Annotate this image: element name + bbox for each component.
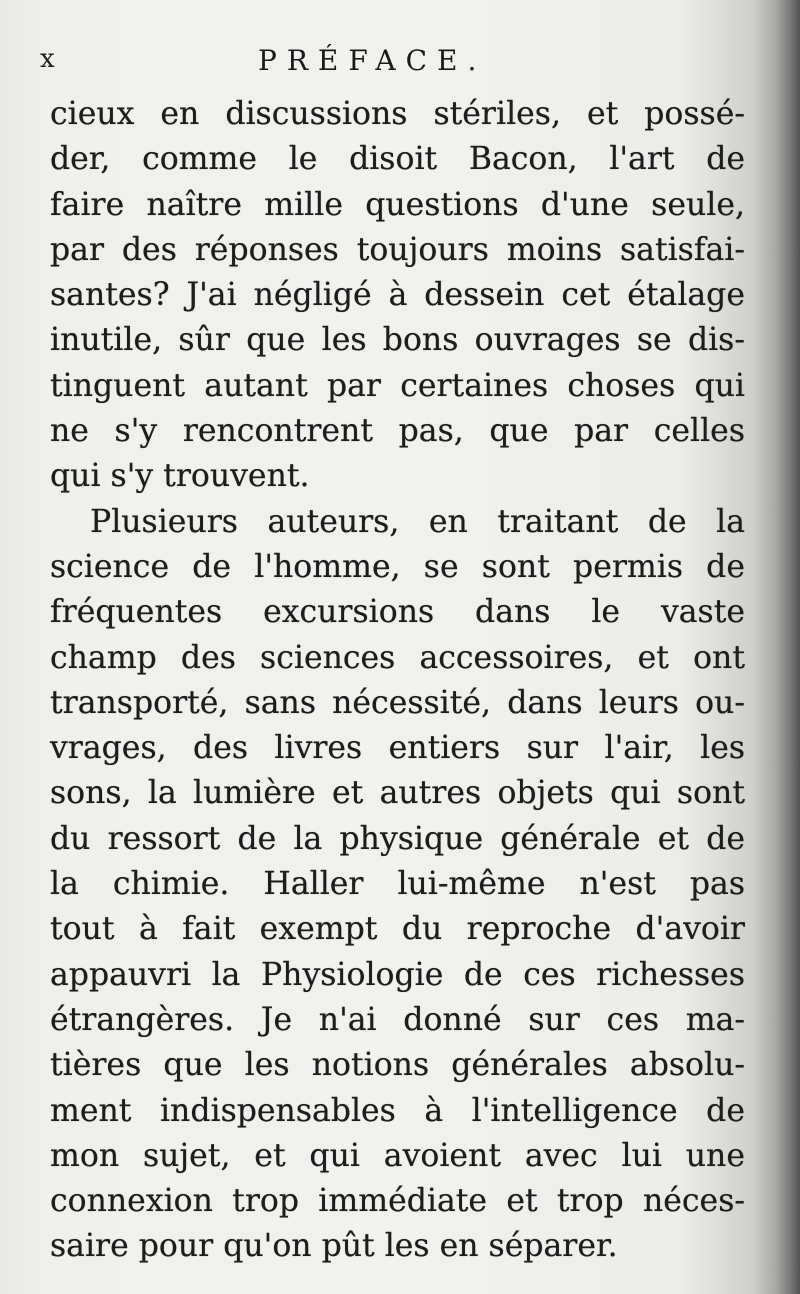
page-header	[40, 44, 760, 84]
page-number: x	[40, 44, 55, 74]
text-line: science de l'homme, se sont permis de	[50, 548, 745, 585]
text-line: mon sujet, et qui avoient avec lui une	[50, 1137, 745, 1174]
text-line: qui s'y trouvent.	[50, 458, 310, 495]
text-line: tinguent autant par certaines choses qui	[50, 367, 745, 404]
text-line: saire pour qu'on pût les en séparer.	[50, 1228, 618, 1265]
text-line: der, comme le disoit Bacon, l'art de	[50, 141, 745, 178]
text-line: ne s'y rencontrent pas, que par celles	[50, 413, 745, 450]
text-line: par des réponses toujours moins satisfai-	[50, 231, 745, 268]
text-line: appauvri la Physiologie de ces richesses	[50, 956, 745, 993]
paragraph-2	[50, 500, 745, 1270]
text-line: cieux en discussions stériles, et possé-	[50, 96, 745, 132]
text-line: la chimie. Haller lui-même n'est pas	[50, 866, 745, 903]
text-line: étrangères. Je n'ai donné sur ces ma-	[50, 1001, 745, 1038]
text-line: vrages, des livres entiers sur l'air, les	[50, 730, 745, 767]
body-text	[50, 92, 745, 1270]
text-line: santes? J'ai négligé à dessein cet étalage	[50, 277, 745, 314]
text-line: du ressort de la physique générale et de	[50, 820, 745, 857]
running-head: PRÉFACE.	[258, 44, 487, 77]
page-edge-shadow	[776, 0, 800, 1294]
text-line: tout à fait exempt du reproche d'avoir	[50, 911, 745, 948]
text-line: fréquentes excursions dans le vaste	[50, 594, 745, 631]
text-line: inutile, sûr que les bons ouvrages se dis-	[50, 322, 745, 359]
text-line: ment indispensables à l'intelligence de	[50, 1092, 745, 1129]
text-line: transporté, sans nécessité, dans leurs ou-	[50, 684, 745, 721]
text-line: Plusieurs auteurs, en traitant de la	[90, 503, 745, 540]
text-line: sons, la lumière et autres objets qui sont	[50, 775, 745, 812]
paragraph-1	[50, 92, 745, 500]
text-line: tières que les notions générales absolu-	[50, 1047, 745, 1084]
text-line: champ des sciences accessoires, et ont	[50, 639, 745, 676]
text-line: connexion trop immédiate et trop néces-	[50, 1183, 745, 1220]
text-line: faire naître mille questions d'une seule,	[50, 186, 745, 223]
